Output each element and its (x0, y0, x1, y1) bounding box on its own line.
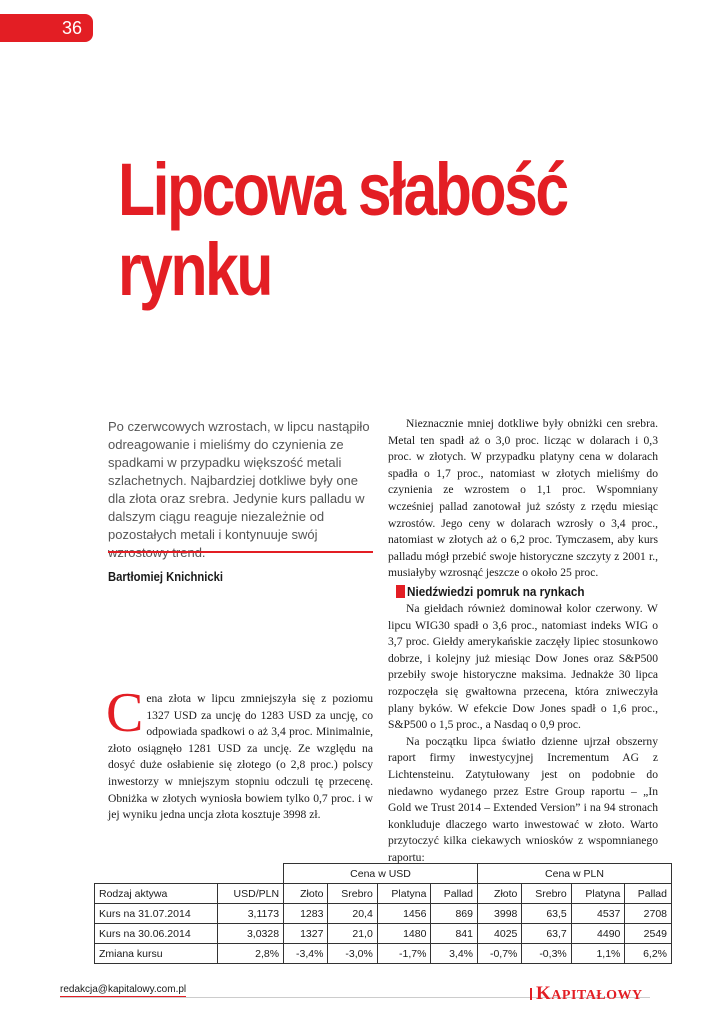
table-cell: Kurs na 30.06.2014 (95, 924, 218, 944)
drop-cap: C (106, 682, 144, 744)
table-cell: 869 (431, 904, 478, 924)
table-cell: Zmiana kursu (95, 944, 218, 964)
table-cell: 4537 (571, 904, 625, 924)
table-cell: 841 (431, 924, 478, 944)
table-header: Rodzaj aktywa (95, 884, 218, 904)
publication-logo (536, 983, 643, 1005)
table-cell: 3,1173 (217, 904, 283, 924)
table-header: Platyna (377, 884, 431, 904)
table-cell: 1480 (377, 924, 431, 944)
table-cell: 21,0 (328, 924, 377, 944)
table-header: USD/PLN (217, 884, 283, 904)
paragraph-markets: Na giełdach również dominował kolor czerwony. W lipcu WIG30 spadł o 3,6 proc., natomiast indeks WIG o 3,7 proc. Giełdy amerykańskie zaczęły lipiec stosunkowo dobrze, i kolejny już miesiąc Dow Jones oraz S&P500 przebiły swoje historyczne maksima. Jednakże 30 lipca rozpoczęła się gwałtowna przecena, która zniweczyła plany byków. W efekcie Dow Jones spadł o 1,6 proc., S&P500 o 1,5 proc., a Nasdaq o 0,9 proc. (388, 602, 658, 732)
group-header-pln: Cena w PLN (478, 864, 672, 884)
lead-divider (108, 551, 373, 553)
table-header: Platyna (571, 884, 625, 904)
table-header: Pallad (431, 884, 478, 904)
table-cell: -1,7% (377, 944, 431, 964)
table-cell: 2549 (625, 924, 672, 944)
table-cell: 4025 (478, 924, 522, 944)
table-cell: 20,4 (328, 904, 377, 924)
logo-text: APITAŁOWY (551, 988, 643, 1003)
table-cell: 3,4% (431, 944, 478, 964)
table-group-header-row (95, 864, 672, 884)
table-row (95, 924, 672, 944)
article-author: Bartłomiej Knichnicki (108, 570, 224, 584)
table-header: Pallad (625, 884, 672, 904)
table-header: Srebro (328, 884, 377, 904)
table-cell: 63,7 (522, 924, 571, 944)
table-cell: 2,8% (217, 944, 283, 964)
table-cell: -3,0% (328, 944, 377, 964)
table-cell: 6,2% (625, 944, 672, 964)
section-subhead: Niedźwiedzi pomruk na rynkach (407, 584, 585, 599)
logo-initial: K (536, 983, 552, 1004)
subhead-marker (396, 585, 405, 598)
page-number: 36 (62, 18, 83, 38)
table-cell: 2708 (625, 904, 672, 924)
table-cell: Kurs na 31.07.2014 (95, 904, 218, 924)
table-header: Złoto (478, 884, 522, 904)
table-cell: 1,1% (571, 944, 625, 964)
paragraph-report: Na początku lipca światło dzienne ujrzał obszerny raport firmy inwestycyjnej Incrementum AG z Lichtensteinu. Zatytułowany jest on podobnie do niedawno wydanego przez Estre Group raportu – „In Gold we Trust 2014 – Extended Version” i na 94 stronach konkluduje dlaczego warto inwestować w złoto. Warto przytoczyć kilka ciekawych wniosków z wspomnianego raportu: (388, 734, 658, 864)
table-header: Srebro (522, 884, 571, 904)
table-cell: -0,7% (478, 944, 522, 964)
table-header: Złoto (284, 884, 328, 904)
column-1-text: ena złota w lipcu zmniejszyła się z poziomu 1327 USD za uncję do 1283 USD za uncję, co odpowiada spadkowi o aż 3,4 proc. Minimalnie, złoto osiągnęło 1281 USD za uncję. Ze względu na dosyć duże osłabienie się złotego (o 2,8 proc.) polscy inwestorzy w mniejszym stopniu odczuli tę przecenę. Obniżka w złotych wyniosła bowiem tylko 0,7 proc. i w jej wyniku jedna uncja złota kosztuje 3998 zł. (108, 692, 373, 822)
table-cell: 1283 (284, 904, 328, 924)
table-row (95, 904, 672, 924)
table-cell: -3,4% (284, 944, 328, 964)
group-header-usd: Cena w USD (284, 864, 478, 884)
table-cell: 3998 (478, 904, 522, 924)
table-cell: 1327 (284, 924, 328, 944)
article-column-2-bottom (388, 601, 658, 867)
table-cell: 63,5 (522, 904, 571, 924)
article-lead: Po czerwcowych wzrostach, w lipcu nastąpiło odreagowanie i mieliśmy do czynienia ze spadkami w przypadku większość metali szlachetnych. Najbardziej dotkliwe były one dla złota oraz srebra. Jedynie kurs palladu w dalszym ciągu reaguje niezależnie od pozostałych metali i kontynuuje swój (108, 419, 370, 542)
footer-email-link[interactable]: redakcja@kapitalowy.com.pl (60, 984, 187, 995)
article-column-2-top (388, 416, 658, 582)
article-title: Lipcowa słabość rynku (118, 148, 567, 311)
table-cell: 3,0328 (217, 924, 283, 944)
table-cell: -0,3% (522, 944, 571, 964)
paragraph-silver: Nieznacznie mniej dotkliwe były obniżki cen srebra. Metal ten spadł aż o 3,0 proc. licząc w dolarach i 0,3 proc. w złotych. W przypadku platyny cena w dolarach spadła o 1,7 proc., natomiast w złotych mieliśmy do czynienia ze wzrostem o 1,1 proc. Wspomniany wcześniej pallad zanotował już szósty z rzędu miesiąc wzrostów. Jego ceny w dolarach wzrosły o 3,4 proc., natomiast w złotych aż o 6,2 proc. Tymczasem, aby kurs palladu mógł przebić swoje historyczne szczyty z 2001 r., musiałyby wzrosnąć jeszcze o około 25 proc. (388, 417, 658, 580)
table-header-row (95, 884, 672, 904)
article-column-1 (106, 682, 373, 824)
price-table (94, 863, 672, 964)
table-cell: 4490 (571, 924, 625, 944)
table-cell: 1456 (377, 904, 431, 924)
table-row (95, 944, 672, 964)
